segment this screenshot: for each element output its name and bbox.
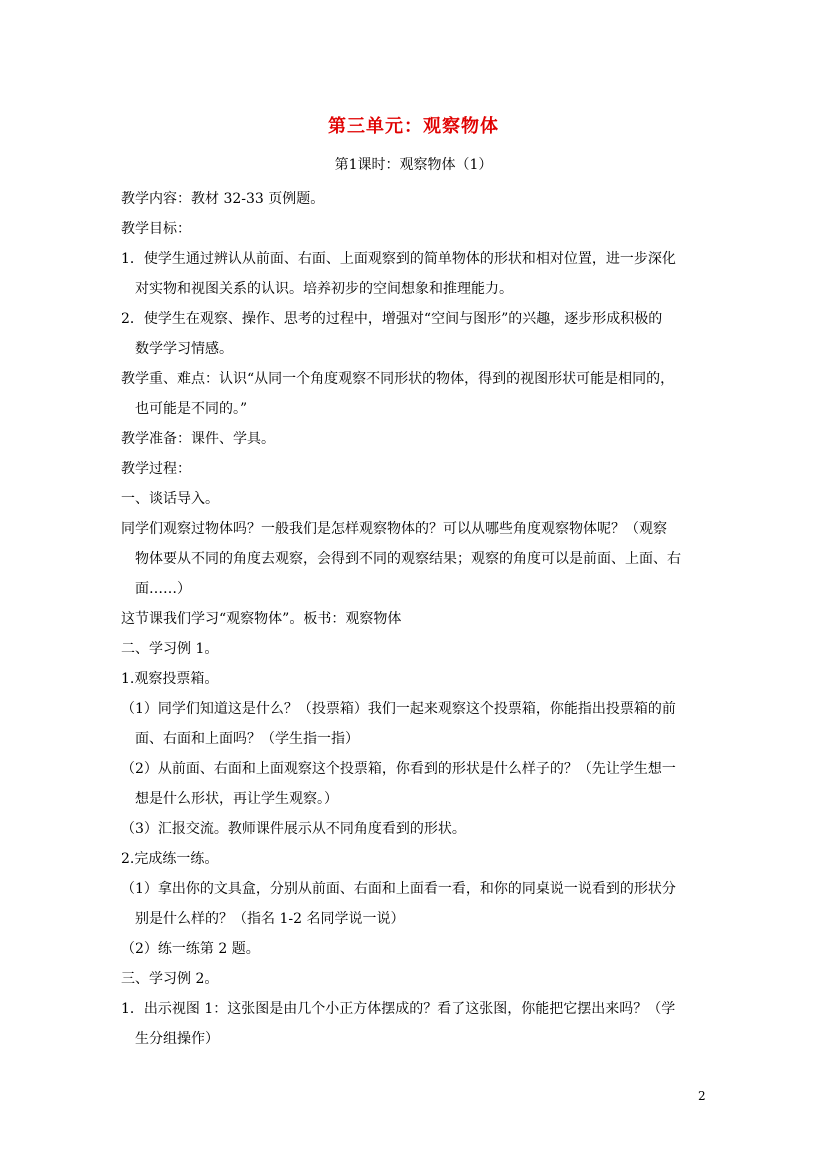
goals-heading: 教学目标：	[121, 221, 191, 237]
lesson-subtitle: 第1课时：观察物体（1）	[334, 157, 493, 173]
section-3-item-1-line-1: 1．出示视图 1：这张图是由几个小正方体摆成的？看了这张图，你能把它摆出来吗？（学	[121, 1001, 676, 1017]
preparation: 教学准备：课件、学具。	[121, 431, 275, 447]
section-2-heading: 二、学习例 1。	[121, 641, 219, 657]
item-2-2: （2）练一练第 2 题。	[121, 941, 260, 957]
goal-1-line-1: 1．使学生通过辨认从前面、右面、上面观察到的简单物体的形状和相对位置，进一步深化	[121, 251, 676, 267]
item-1-2-line-1: （2）从前面、右面和上面观察这个投票箱，你看到的形状是什么样子的？（先让学生想一	[121, 761, 676, 777]
teaching-content: 教学内容：教材 32-33 页例题。	[121, 191, 325, 207]
item-2-1-line-2: 别是什么样的？（指名 1-2 名同学说一说）	[135, 911, 405, 927]
intro-paragraph-line-1: 同学们观察过物体吗？一般我们是怎样观察物体的？可以从哪些角度观察物体呢？（观察	[121, 521, 667, 537]
goal-1-line-2: 对实物和视图关系的认识。培养初步的空间想象和推理能力。	[135, 281, 513, 297]
page-number: 2	[698, 1089, 706, 1103]
board-writing: 这节课我们学习“观察物体”。板书：观察物体	[121, 611, 402, 627]
item-1-1-line-2: 面、右面和上面吗？（学生指一指）	[135, 731, 359, 747]
item-1-3: （3）汇报交流。教师课件展示从不同角度看到的形状。	[121, 821, 466, 837]
intro-paragraph-line-3: 面……）	[135, 581, 191, 597]
item-1-heading: 1.观察投票箱。	[121, 671, 219, 687]
key-points-line-1: 教学重、难点：认识“从同一个角度观察不同形状的物体，得到的视图形状可能是相同的，	[121, 371, 675, 387]
section-3-heading: 三、学习例 2。	[121, 971, 219, 987]
section-3-item-1-line-2: 生分组操作）	[135, 1031, 219, 1047]
goal-2-line-1: 2．使学生在观察、操作、思考的过程中，增强对“空间与图形”的兴趣，逐步形成积极的	[121, 311, 663, 327]
process-heading: 教学过程：	[121, 461, 191, 477]
key-points-line-2: 也可能是不同的。”	[135, 401, 248, 417]
section-1-heading: 一、谈话导入。	[121, 491, 219, 507]
item-2-heading: 2.完成练一练。	[121, 851, 219, 867]
intro-paragraph-line-2: 物体要从不同的角度去观察，会得到不同的观察结果；观察的角度可以是前面、上面、右	[135, 551, 681, 567]
item-1-1-line-1: （1）同学们知道这是什么？（投票箱）我们一起来观察这个投票箱，你能指出投票箱的前	[121, 701, 676, 717]
unit-title: 第三单元：观察物体	[328, 116, 499, 137]
goal-2-line-2: 数学学习情感。	[135, 341, 233, 357]
item-2-1-line-1: （1）拿出你的文具盒，分别从前面、右面和上面看一看，和你的同桌说一说看到的形状分	[121, 881, 676, 897]
document-body	[121, 184, 711, 1054]
item-1-2-line-2: 想是什么形状，再让学生观察。）	[135, 791, 338, 807]
